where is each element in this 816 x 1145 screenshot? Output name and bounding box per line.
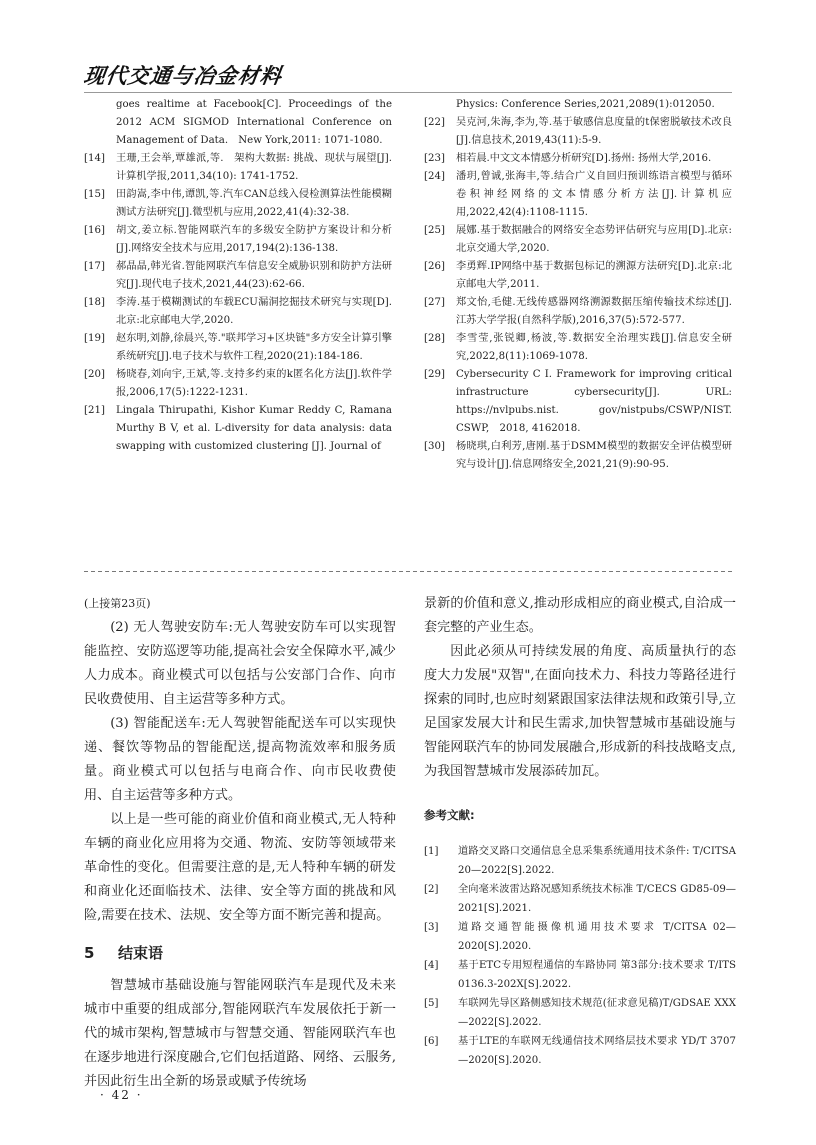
reference-item: [26] 李勇辉.IP网络中基于数据包标记的溯源方法研究[D].北京:北京邮电大学,2011.	[424, 261, 732, 290]
reference-item: [4] 基于ETC专用短程通信的车路协同 第3部分:技术要求 T/ITS 0136.3-202X[S].2022.	[424, 960, 736, 990]
reference-item: [28] 李雪莹,张锐卿,杨波,等.数据安全治理实践[J].信息安全研究,2022,8(11):1069-1078.	[424, 333, 732, 362]
reference-item: [15] 田韵嵩,李中伟,谭凯,等.汽车CAN总线入侵检测算法性能模糊测试方法研究[J].微型机与应用,2022,41(4):32-38.	[84, 189, 392, 218]
reference-item: [19] 赵东明,刘静,徐晨兴,等."联邦学习+区块链"多方安全计算引擎系统研究[J].电子技术与软件工程,2020(21):184-186.	[84, 333, 392, 362]
body-paragraph: 智慧城市基础设施与智能网联汽车是现代及未来城市中重要的组成部分,智能网联汽车发展依托于新一代的城市架构,智慧城市与智慧交通、智能网联汽车也在逐步地进行深度融合,它们包括道路、网络、云服务,并因此衍生出全新的场景或赋予传统场	[84, 978, 396, 1089]
reference-item: [6] 基于LTE的车联网无线通信技术网络层技术要求 YD/T 3707—2020[S].2020.	[424, 1036, 736, 1066]
body-paragraph: (2) 无人驾驶安防车:无人驾驶安防车可以实现智能监控、安防巡逻等功能,提高社会安全保障水平,减少人力成本。商业模式可以包括与公安部门合作、向市民收费使用、自主运营等多种方式。	[84, 620, 396, 707]
reference-item: goes realtime at Facebook[C]. Proceedings of the 2012 ACM SIGMOD International Conference on Management of Data. New York,2011: 1071-1080.	[116, 99, 392, 146]
top-references-left	[84, 96, 403, 456]
continued-note: (上接第23页)	[84, 597, 151, 610]
reference-item: [17] 郝晶晶,韩光省.智能网联汽车信息安全威胁识别和防护方法研究[J].现代电子技术,2021,44(23):62-66.	[84, 261, 392, 290]
references-list	[424, 842, 736, 1070]
section-heading	[84, 942, 396, 964]
reference-item: [29] Cybersecurity C I. Framework for improving critical infrastructure cybersecurity[J]. URL: https://nvlpubs.nist. gov/nistpubs/CSWP/NIST. CSWP, 2018, 4162018.	[424, 369, 743, 434]
header-rule	[84, 92, 732, 93]
body-column-left	[84, 592, 396, 1094]
reference-item: [21] Lingala Thirupathi, Kishor Kumar Reddy C, Ramana Murthy B V, et al. L-diversity for data analysis: data swapping with customized clustering [J]. Journal of	[84, 405, 392, 452]
reference-item: [18] 李涛.基于模糊测试的车载ECU漏洞挖掘技术研究与实现[D].北京:北京邮电大学,2020.	[84, 297, 392, 326]
reference-item: [16] 胡文,姜立标.智能网联汽车的多级安全防护方案设计和分析[J].网络安全技术与应用,2017,194(2):136-138.	[84, 225, 392, 254]
body-paragraph: 景新的价值和意义,推动形成相应的商业模式,自洽成一套完整的产业生态。	[424, 596, 736, 635]
page-number: · 42 ·	[100, 1088, 143, 1102]
references-heading: 参考文献:	[424, 808, 475, 822]
reference-item: Physics: Conference Series,2021,2089(1):012050.	[456, 99, 715, 110]
reference-item: [5] 车联网先导区路侧感知技术规范(征求意见稿)T/GDSAE XXX—2022[S].2022.	[424, 998, 736, 1028]
reference-item: [14] 王珊,王会举,覃雄派,等. 架构大数据: 挑战、现状与展望[J]. 计算机学报,2011,34(10): 1741-1752.	[84, 153, 403, 182]
section-number: 5	[84, 944, 95, 962]
body-column-right	[424, 592, 736, 1070]
top-references-right	[424, 96, 743, 474]
body-paragraph: (3) 智能配送车:无人驾驶智能配送车可以实现快递、餐饮等物品的智能配送,提高物流效率和服务质量。商业模式可以包括与电商合作、向市民收费使用、自主运营等多种方式。	[84, 716, 396, 803]
reference-item: [23] 相若晨.中文文本情感分析研究[D].扬州: 扬州大学,2016.	[424, 153, 712, 164]
reference-item: [2] 全向毫米波雷达路况感知系统技术标准 T/CECS GD85-09—2021[S].2021.	[424, 884, 736, 914]
body-paragraph: 以上是一些可能的商业价值和商业模式,无人特种车辆的商业化应用将为交通、物流、安防等领域带来革命性的变化。但需要注意的是,无人特种车辆的研发和商业化还面临技术、法律、安全等方面的挑战和风险,需要在技术、法规、安全等方面不断完善和提高。	[84, 812, 396, 923]
journal-logo: 现代交通与冶金材料	[82, 64, 284, 88]
reference-item: [22] 吴克河,朱海,李为,等.基于敏感信息度量的t保密脱敏技术改良[J].信息技术,2019,43(11):5-9.	[424, 117, 732, 146]
body-paragraph: 因此必须从可持续发展的角度、高质量执行的态度大力发展"双智",在面向技术力、科技力等路径进行探索的同时,也应时刻紧跟国家法律法规和政策引导,立足国家发展大计和民生需求,加快智慧城市基础设施与智能网联汽车的协同发展融合,形成新的科技战略支点,为我国智慧城市发展添砖加瓦。	[424, 644, 736, 779]
reference-item: [27] 郑文怡,毛健.无线传感器网络溯源数据压缩传输技术综述[J].江苏大学学报(自然科学版),2016,37(5):572-577.	[424, 297, 732, 326]
reference-item: [1] 道路交叉路口交通信息全息采集系统通用技术条件: T/CITSA 20—2022[S].2022.	[424, 846, 736, 876]
reference-item: [24] 潘玥,曾诚,张海丰,等.结合广义自回归预训练语言模型与循环卷积神经网络的文本情感分析方法[J].计算机应用,2022,42(4):1108-1115.	[424, 171, 732, 218]
reference-item: [25] 展娜.基于数据融合的网络安全态势评估研究与应用[D].北京:北京交通大学,2020.	[424, 225, 732, 254]
section-title-text: 结束语	[118, 944, 164, 962]
reference-item: [20] 杨晓春,刘向宇,王斌,等.支持多约束的k匿名化方法[J].软件学报,2006,17(5):1222-1231.	[84, 369, 392, 398]
section-divider	[84, 568, 732, 575]
reference-item: [3] 道路交通智能摄像机通用技术要求 T/CITSA 02—2020[S].2020.	[424, 922, 736, 952]
reference-item: [30] 杨晓琪,白利芳,唐刚.基于DSMM模型的数据安全评估模型研究与设计[J].信息网络安全,2021,21(9):90-95.	[424, 441, 732, 470]
